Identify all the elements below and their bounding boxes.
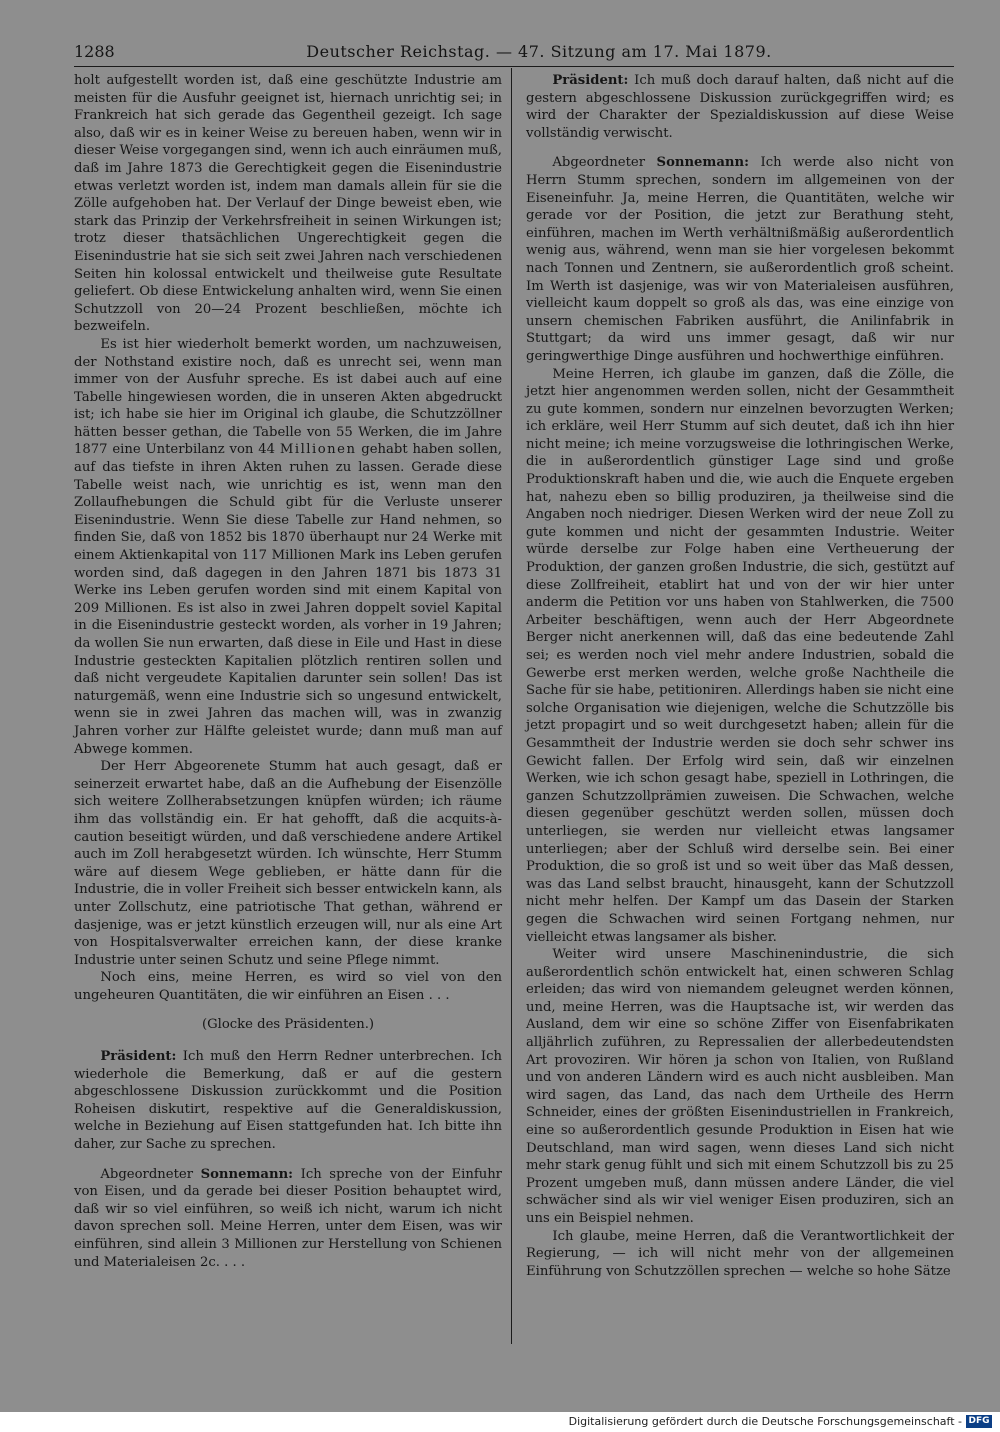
header-rule: [74, 66, 954, 67]
speaker-name: Sonnemann:: [200, 1166, 294, 1182]
speaker-name: Sonnemann:: [656, 155, 749, 171]
paragraph: [526, 154, 954, 365]
paragraph: Meine Herren, ich glaube im ganzen, daß die Zölle, die jetzt hier angenommen werden sollen, nicht der Gesammtheit zu gute kommen, sondern nur einzelnen bevorzugten Werken; ich erkläre, weil Herr Stumm auf sich deutet, daß ich ihn hier nicht meine; ich meine vorzugsweise die lothringischen Werke, die in außerordentlich günstiger Lage sind und große Produktionskraft haben und die, wie auch die Enquete ergeben hat, nahezu eben so billig produziren, ja theilweise sind die Angaben noch niedriger. Diesen Werken wird der neue Zoll zu gute kommen und nicht der gesammten Industrie. Weiter würde derselbe zur Folge haben eine Vertheuerung der Produktion, der ganzen großen Industrie, die sich, gestützt auf diese Zollfreiheit, etablirt hat und von der wir hier unter anderm die Petition vor uns haben von Stahlwerken, die 7500 Arbeiter beschäftigen, wenn auch der Herr Abgeordnete Berger nicht anerkennen will, daß das eine bedeutende Zahl sei; es werden noch viel mehr andere Industrien, sobald die Gewerbe erst merken werden, welche große Nachtheile die Sache für sie habe, petitioniren. Allerdings haben sie nicht eine solche Organisation wie diejenigen, welche die Schutzzölle bis jetzt propagirt und so weit durchgesetzt haben; allein für die Gesammtheit der Industrie werden sie doch sehr schwer ins Gewicht fallen. Der Erfolg wird sein, daß wir einzelnen Werken, wie ich schon gesagt habe, speziell in Lothringen, die ganzen Schutzzollprämien zuweisen. Die Schwachen, welche diesen gegenüber geschützt werden sollen, müssen doch unterliegen, sie werden nur vielleicht etwas langsamer unterliegen; aber der Schluß wird derselbe sein. Bei einer Produktion, die so groß ist und so weit über das Maß dessen, was das Land selbst braucht, hinausgeht, kann der Schutzzoll nicht mehr helfen. Der Kampf um das Dasein der Starken gegen die Schwachen wird seinen Fortgang nehmen, nur vielleicht etwas langsamer als bisher.: [526, 366, 954, 945]
paragraph: [74, 1166, 502, 1272]
paragraph-text: Ich werde also nicht von Herrn Stumm sprechen, sondern im allgemeinen von der Eiseneinfuhr. Ja, meine Herren, die Quantitäten, welche wir gerade vor der Position, die jetzt zur Berathung steht, einführen, machen im Werth verhältnißmäßig außerordentlich wenig aus, während, wenn man sie hier vorgelesen bekommt nach Tonnen und Zentnern, sie außerordentlich groß scheint. Im Werth ist dasjenige, was wir von Materialeisen ausführen, vielleicht kaum doppelt so groß als das, was eine einzige von unsern chemischen Fabriken ausführt, die Anilinfabrik in Stuttgart; da wird uns immer gesagt, daß wir nur geringwerthige Dinge ausführen und hochwerthige einführen.: [526, 155, 954, 364]
spaced-word: Millionen: [279, 442, 357, 458]
stage-direction: (Glocke des Präsidenten.): [201, 1017, 375, 1033]
paragraph: [526, 72, 954, 142]
funding-credit: Digitalisierung gefördert durch die Deutsche Forschungsgemeinschaft -: [568, 1415, 962, 1428]
paragraph-text: gehabt haben sollen, auf das tiefste in ihren Akten ruhen zu lassen. Gerade diese Tabelle weist nach, wie unrichtig es ist, wenn man den Zollaufhebungen die Schuld gibt für die Verluste unserer Eisenindustrie. Wenn Sie diese Tabelle zur Hand nehmen, so finden Sie, daß von 1852 bis 1870 überhaupt nur 24 Werke mit einem Aktienkapital von 117 Millionen Mark ins Leben gerufen worden sind, daß dagegen in den Jahren 1871 bis 1873 31 Werke ins Leben gerufen worden sind mit einem Kapital von 209 Millionen. Es ist also in zwei Jahren doppelt soviel Kapital in die Eisenindustrie gesteckt worden, als vorher in 19 Jahren; da wollen Sie nun erwarten, daß diese in Eile und Hast in diese Industrie gesteckten Kapitalien plötzlich rentiren sollen und daß nicht vergeudete Kapitalien darunter sein sollen! Das ist naturgemäß, wenn eine Industrie sich so ungesund entwickelt, wenn sie in zwei Jahren das machen will, was in zwanzig Jahren vorher zur Hälfte geleistet wurde; dann muß man auf Abwege kommen.: [74, 442, 502, 757]
paragraph: [74, 1048, 502, 1154]
paragraph-text: Ich spreche von der Einfuhr von Eisen, und da gerade bei dieser Position behauptet wird, daß wir so viel einführen, so weiß ich nicht, warum ich nicht davon sprechen soll. Meine Herren, unter dem Eisen, was wir einführen, sind allein 3 Millionen zur Herstellung von Schienen und Materialeisen 2c. . . .: [74, 1166, 502, 1270]
left-column: [74, 72, 502, 1271]
paragraph: Weiter wird unsere Maschinenindustrie, die sich außerordentlich schön entwickelt hat, einen schweren Schlag erleiden; das wird von niemandem geleugnet werden können, und, meine Herren, was die Hauptsache ist, wir werden das Ausland, dem wir eine so schöne Ziffer von Eisenfabrikaten alljährlich zuführen, zu Repressalien der allerbedeutendsten Art provoziren. Wir hören ja schon von Italien, von Rußland und von anderen Ländern wird es auch nicht ausbleiben. Man wird sagen, das Land, das nach dem Urtheile des Herrn Schneider, eines der größten Eisenindustriellen in Frankreich, eine so außerordentlich gesunde Produktion in Eisen hat wie Deutschland, man wird sagen, wenn dieses Land sich nicht mehr stark genug fühlt und sich mit einem Schutzzoll bis zu 25 Prozent umgeben muß, dann müssen andere Länder, die viel schwächer sind als wir viel weniger Eisen produziren, sich an uns ein Beispiel nehmen.: [526, 947, 954, 1226]
paragraph: [74, 336, 502, 758]
right-column: [526, 72, 954, 1280]
paragraph-text: Es ist hier wiederholt bemerkt worden, um nachzuweisen, der Nothstand existire noch, daß es unrecht sei, wenn man immer von der Ausfuhr spreche. Es ist dabei auch auf eine Tabelle hingewiesen worden, die in unseren Akten abgedruckt ist; ich habe sie hier im Original ich glaube, die Schutzzöllner hätten besser gethan, die Tabelle von 55 Werken, die im Jahre 1877 eine Unterbilanz von 44: [74, 336, 502, 458]
paragraph-text: Ich muß doch darauf halten, daß nicht auf die gestern abgeschlossene Diskussion zurückgegriffen wird; es wird der Charakter der Spezialdiskussion auf diese Weise vollständig verwischt.: [526, 73, 954, 141]
column-divider: [511, 68, 512, 1344]
speaker-name: Präsident:: [552, 73, 629, 88]
page-header: [74, 40, 954, 66]
speaker-role: Abgeordneter: [552, 155, 645, 171]
paragraph: Ich glaube, meine Herren, daß die Verantwortlichkeit der Regierung, — ich will nicht mehr von der allgemeinen Einführung von Schutzzöllen sprechen — welche so hohe Sätze: [526, 1228, 954, 1279]
page-number: 1288: [74, 42, 115, 61]
dfg-logo: DFG: [966, 1415, 992, 1428]
paragraph: Noch eins, meine Herren, es wird so viel von den ungeheuren Quantitäten, die wir einführen an Eisen . . .: [74, 970, 502, 1003]
paragraph: holt aufgestellt worden ist, daß eine geschützte Industrie am meisten für die Ausfuhr geeignet ist, hiernach unrichtig sei; in Frankreich hat sich gerade das Gegentheil gezeigt. Ich sage also, daß wir es in keiner Weise zu bereuen haben, wenn wir in dieser Weise vorgegangen sind, wenn ich auch einräumen muß, daß im Jahre 1873 die Gerechtigkeit gegen die Eisenindustrie etwas verletzt worden ist, indem man damals allein für sie die Zölle aufgehoben hat. Der Verlauf der Dinge beweist eben, wie stark das Prinzip der Verkehrsfreiheit in seinen Wirkungen ist; trotz dieser thatsächlichen Ungerechtigkeit gegen die Eisenindustrie hat sie sich seit zwei Jahren nach verschiedenen Seiten hin kolossal entwickelt und theilweise gute Resultate geliefert. Ob diese Entwickelung anhalten wird, wenn Sie einen Schutzzoll von 20—24 Prozent beschließen, möchte ich bezweifeln.: [74, 73, 502, 335]
digitization-footer: [0, 1412, 1000, 1432]
speaker-name: Präsident:: [100, 1049, 177, 1065]
paragraph: Der Herr Abgeorenete Stumm hat auch gesagt, daß er seinerzeit erwartet habe, daß an die Aufhebung der Eisenzölle sich weitere Zollherabsetzungen knüpfen würden; ich räume ihm das vollständig ein. Er hat gehofft, daß die acquits-à-caution beseitigt würden, und daß verschiedene andere Artikel auch im Zoll herabgesetzt würden. Ich wünschte, Herr Stumm wäre auf diesem Wege geblieben, er hätte dann für die Industrie, die in voller Freiheit sich besser entwickeln kann, als unter Zollschutz, eine patriotische That gethan, während er dasjenige, was er jetzt künstlich erzeugen will, nur als eine Art von Hospitalsverwalter erreichen kann, der diese kranke Industrie unter seinen Schutz und seine Pflege nimmt.: [74, 759, 502, 968]
running-title: Deutscher Reichstag. — 47. Sitzung am 17. Mai 1879.: [306, 42, 772, 61]
paragraph-text: Ich muß den Herrn Redner unterbrechen. Ich wiederhole die Bemerkung, daß er auf die gestern abgeschlossene Diskussion zurückkommt und die Position Roheisen diskutirt, respektive auf die Generaldiskussion, welche in Beziehung auf Eisen stattgefunden hat. Ich bitte ihn daher, zur Sache zu sprechen.: [74, 1049, 502, 1153]
speaker-role: Abgeordneter: [100, 1166, 193, 1182]
